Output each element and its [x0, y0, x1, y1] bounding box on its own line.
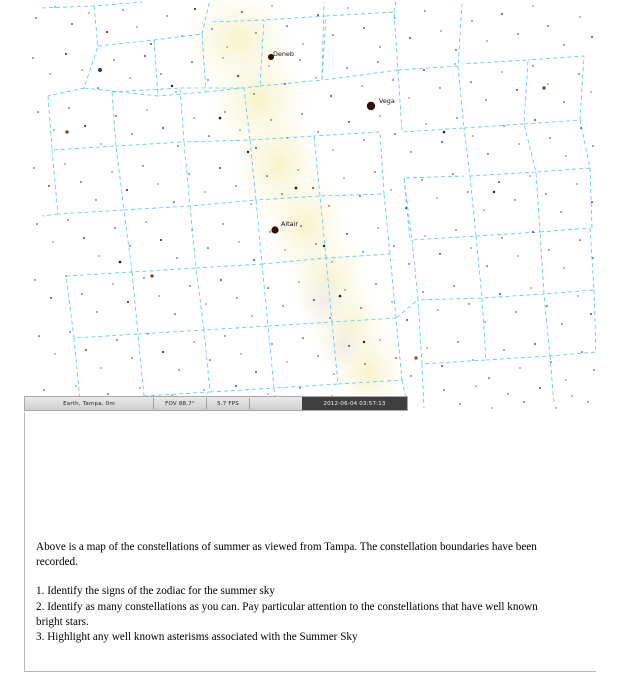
star-map-image: [24, 0, 596, 412]
star-label-altair: Altair: [281, 220, 298, 228]
status-fov: FOV 88.7°: [165, 400, 195, 407]
list-item: 2. Identify as many constellations as you can. Pay particular attention to the constellations that have well known bright stars.: [36, 600, 538, 628]
status-datetime: 2012-06-04 03:57:13: [302, 397, 407, 410]
status-fps: 5.7 FPS: [217, 400, 239, 407]
question-list: [36, 584, 566, 645]
status-location: Earth, Tampa, 0m: [63, 400, 115, 407]
starmap-status-bar: [24, 396, 408, 411]
status-middle: [250, 397, 302, 410]
worksheet-text: [36, 540, 566, 645]
intro-paragraph: Above is a map of the constellations of summer as viewed from Tampa. The constellation boundaries have been recorded.: [36, 541, 537, 569]
star-label-vega: Vega: [379, 97, 395, 105]
sky-chart: [24, 0, 596, 412]
page-bottom-rule: [24, 671, 596, 672]
list-item: 1. Identify the signs of the zodiac for the summer sky: [36, 585, 275, 598]
list-item: 3. Highlight any well known asterisms associated with the Summer Sky: [36, 631, 358, 644]
star-label-deneb: Deneb: [273, 50, 294, 58]
